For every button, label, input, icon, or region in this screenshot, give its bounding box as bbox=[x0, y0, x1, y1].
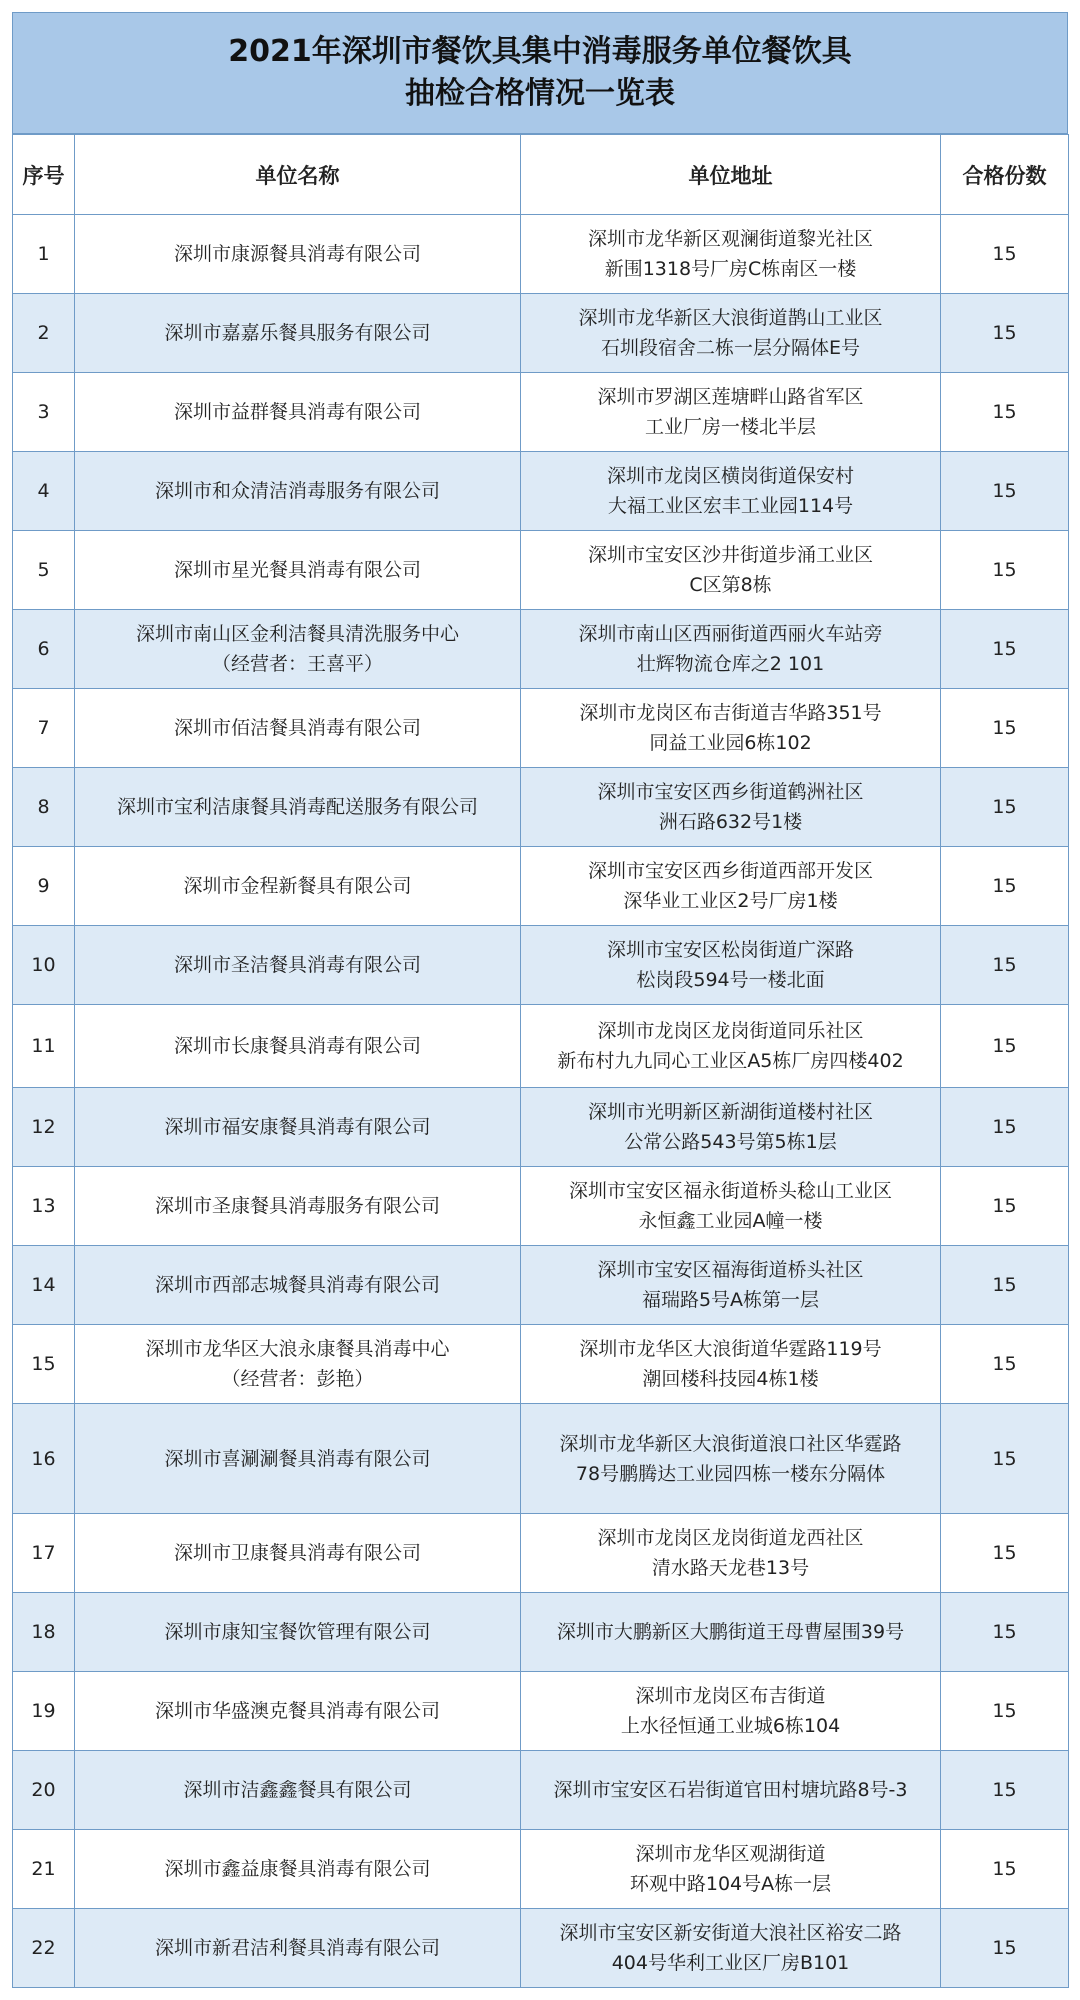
qualified-count-cell: 15 bbox=[941, 452, 1069, 531]
serial-number-cell: 11 bbox=[13, 1005, 75, 1088]
unit-address-line: 深圳市龙华区大浪街道华霆路119号 bbox=[579, 1338, 882, 1360]
unit-name-line: 深圳市喜涮涮餐具消毒有限公司 bbox=[164, 1447, 431, 1470]
unit-name-cell bbox=[75, 1088, 521, 1167]
unit-name-line: 深圳市圣康餐具消毒服务有限公司 bbox=[154, 1195, 440, 1217]
qualified-count-cell: 15 bbox=[941, 1088, 1069, 1167]
serial-number-cell: 20 bbox=[13, 1751, 75, 1830]
qualified-count-cell: 15 bbox=[941, 847, 1069, 926]
serial-number-cell: 15 bbox=[13, 1325, 75, 1404]
unit-name-cell bbox=[75, 689, 521, 768]
unit-name-line: 深圳市南山区金利洁餐具清洗服务中心 bbox=[135, 623, 459, 645]
table-row bbox=[13, 294, 1069, 373]
table-row bbox=[13, 847, 1069, 926]
table-row bbox=[13, 689, 1069, 768]
serial-number-cell: 14 bbox=[13, 1246, 75, 1325]
unit-name-line: 深圳市龙华区大浪永康餐具消毒中心 bbox=[145, 1338, 450, 1360]
qualified-count-cell: 15 bbox=[941, 1909, 1069, 1988]
unit-address-cell bbox=[521, 610, 941, 689]
qualified-count-cell: 15 bbox=[941, 1751, 1069, 1830]
table-row bbox=[13, 1751, 1069, 1830]
unit-address-line: 深圳市宝安区西乡街道鹤洲社区 bbox=[597, 781, 864, 803]
unit-name-cell bbox=[75, 926, 521, 1005]
unit-address-cell bbox=[521, 1325, 941, 1404]
unit-address-cell bbox=[521, 1514, 941, 1593]
unit-address-cell bbox=[521, 1167, 941, 1246]
unit-name-line: 深圳市鑫益康餐具消毒有限公司 bbox=[164, 1858, 431, 1880]
unit-address-line: 壮辉物流仓库之2 101 bbox=[636, 653, 825, 675]
unit-name-cell bbox=[75, 1830, 521, 1909]
serial-number-cell: 6 bbox=[13, 610, 75, 689]
unit-address-line: 松岗段594号一楼北面 bbox=[636, 969, 825, 991]
unit-address-line: 深华业工业区2号厂房1楼 bbox=[623, 890, 838, 912]
unit-name-cell bbox=[75, 1593, 521, 1672]
table-row bbox=[13, 1246, 1069, 1325]
unit-name-cell bbox=[75, 1005, 521, 1088]
qualified-count-cell: 15 bbox=[941, 294, 1069, 373]
unit-address-line: 永恒鑫工业园A幢一楼 bbox=[638, 1210, 823, 1232]
table-row bbox=[13, 1325, 1069, 1404]
unit-address-line: 福瑞路5号A栋第一层 bbox=[641, 1289, 820, 1311]
unit-name-cell bbox=[75, 610, 521, 689]
unit-address-line: 石圳段宿舍二栋一层分隔体E号 bbox=[600, 337, 860, 359]
unit-name-cell bbox=[75, 373, 521, 452]
unit-address-cell bbox=[521, 1005, 941, 1088]
unit-address-line: 深圳市宝安区福永街道桥头稔山工业区 bbox=[568, 1180, 892, 1202]
qualified-count-cell: 15 bbox=[941, 1672, 1069, 1751]
serial-number-cell: 17 bbox=[13, 1514, 75, 1593]
unit-name-line: 深圳市圣洁餐具消毒有限公司 bbox=[173, 954, 421, 976]
unit-address-line: 潮回楼科技园4栋1楼 bbox=[642, 1368, 819, 1390]
table-row bbox=[13, 373, 1069, 452]
unit-address-line: 工业厂房一楼北半层 bbox=[644, 416, 816, 438]
serial-number-cell: 3 bbox=[13, 373, 75, 452]
header-unit-name: 单位名称 bbox=[75, 135, 521, 215]
unit-address-cell bbox=[521, 847, 941, 926]
unit-name-cell bbox=[75, 1514, 521, 1593]
table-row bbox=[13, 1830, 1069, 1909]
unit-address-cell bbox=[521, 531, 941, 610]
unit-address-cell bbox=[521, 768, 941, 847]
unit-address-cell bbox=[521, 689, 941, 768]
unit-address-line: 公常公路543号第5栋1层 bbox=[624, 1131, 837, 1153]
unit-address-line: 环观中路104号A栋一层 bbox=[629, 1873, 832, 1895]
unit-name-line: （经营者：王喜平） bbox=[211, 653, 383, 675]
unit-name-cell bbox=[75, 531, 521, 610]
serial-number-cell: 4 bbox=[13, 452, 75, 531]
unit-address-line: 深圳市大鹏新区大鹏街道王母曹屋围39号 bbox=[556, 1621, 905, 1643]
unit-name-line: 深圳市卫康餐具消毒有限公司 bbox=[173, 1542, 421, 1564]
unit-address-line: 深圳市宝安区新安街道大浪社区裕安二路 bbox=[559, 1922, 902, 1944]
unit-name-line: 深圳市佰洁餐具消毒有限公司 bbox=[173, 717, 421, 739]
unit-address-line: 清水路天龙巷13号 bbox=[651, 1557, 810, 1579]
serial-number-cell: 8 bbox=[13, 768, 75, 847]
qualified-count-cell: 15 bbox=[941, 1005, 1069, 1088]
unit-address-cell bbox=[521, 926, 941, 1005]
table-row bbox=[13, 1404, 1069, 1514]
unit-name-cell bbox=[75, 847, 521, 926]
unit-address-cell bbox=[521, 1830, 941, 1909]
unit-address-line: 深圳市龙岗区龙岗街道龙西社区 bbox=[597, 1527, 864, 1549]
qualified-count-cell: 15 bbox=[941, 531, 1069, 610]
unit-address-line: 深圳市宝安区福海街道桥头社区 bbox=[597, 1259, 864, 1281]
unit-name-cell bbox=[75, 1167, 521, 1246]
header-unit-address: 单位地址 bbox=[521, 135, 941, 215]
unit-name-cell bbox=[75, 768, 521, 847]
unit-address-line: 深圳市南山区西丽街道西丽火车站旁 bbox=[578, 623, 883, 645]
unit-name-line: 深圳市洁鑫鑫餐具有限公司 bbox=[183, 1779, 412, 1801]
unit-name-line: 深圳市康源餐具消毒有限公司 bbox=[173, 243, 421, 265]
unit-name-line: 深圳市益群餐具消毒有限公司 bbox=[173, 401, 421, 423]
table-row bbox=[13, 1167, 1069, 1246]
unit-name-line: 深圳市星光餐具消毒有限公司 bbox=[173, 559, 421, 581]
serial-number-cell: 13 bbox=[13, 1167, 75, 1246]
qualified-count-cell: 15 bbox=[941, 1325, 1069, 1404]
unit-address-line: 深圳市龙岗区龙岗街道同乐社区 bbox=[597, 1020, 864, 1042]
unit-name-line: 深圳市宝利洁康餐具消毒配送服务有限公司 bbox=[116, 796, 478, 818]
unit-name-line: 深圳市金程新餐具有限公司 bbox=[183, 875, 412, 897]
table-row bbox=[13, 215, 1069, 294]
unit-address-cell bbox=[521, 1909, 941, 1988]
serial-number-cell: 22 bbox=[13, 1909, 75, 1988]
unit-name-cell bbox=[75, 215, 521, 294]
serial-number-cell: 1 bbox=[13, 215, 75, 294]
unit-name-line: 深圳市嘉嘉乐餐具服务有限公司 bbox=[164, 322, 431, 344]
unit-address-line: 洲石路632号1楼 bbox=[658, 811, 803, 833]
qualified-count-cell: 15 bbox=[941, 373, 1069, 452]
qualified-count-cell: 15 bbox=[941, 1246, 1069, 1325]
title-banner bbox=[12, 12, 1068, 134]
inspection-table bbox=[12, 134, 1069, 1988]
serial-number-cell: 16 bbox=[13, 1404, 75, 1514]
unit-address-line: 大福工业区宏丰工业园114号 bbox=[607, 495, 854, 517]
table-row bbox=[13, 926, 1069, 1005]
unit-name-line: 深圳市西部志城餐具消毒有限公司 bbox=[154, 1274, 440, 1296]
header-serial-number: 序号 bbox=[13, 135, 75, 215]
unit-name-line: 深圳市康知宝餐饮管理有限公司 bbox=[164, 1621, 431, 1643]
unit-name-cell bbox=[75, 294, 521, 373]
unit-name-cell bbox=[75, 1909, 521, 1988]
qualified-count-cell: 15 bbox=[941, 926, 1069, 1005]
unit-address-line: 深圳市宝安区西乡街道西部开发区 bbox=[587, 860, 873, 882]
page-title-line-1: 2021年深圳市餐饮具集中消毒服务单位餐饮具 bbox=[228, 34, 852, 69]
qualified-count-cell: 15 bbox=[941, 1167, 1069, 1246]
unit-address-line: 78号鹏腾达工业园四栋一楼东分隔体 bbox=[575, 1462, 886, 1485]
unit-address-cell bbox=[521, 1593, 941, 1672]
unit-address-line: 深圳市龙岗区布吉街道吉华路351号 bbox=[579, 702, 882, 724]
unit-address-line: 深圳市龙华新区大浪街道浪口社区华霆路 bbox=[559, 1432, 902, 1455]
unit-address-cell bbox=[521, 1088, 941, 1167]
table-row bbox=[13, 1672, 1069, 1751]
unit-name-line: （经营者：彭艳） bbox=[221, 1368, 374, 1390]
summary-sheet bbox=[12, 12, 1068, 1988]
qualified-count-cell: 15 bbox=[941, 610, 1069, 689]
unit-address-line: C区第8栋 bbox=[689, 574, 772, 596]
unit-address-line: 同益工业园6栋102 bbox=[649, 732, 812, 754]
serial-number-cell: 2 bbox=[13, 294, 75, 373]
qualified-count-cell: 15 bbox=[941, 215, 1069, 294]
unit-address-cell bbox=[521, 1751, 941, 1830]
page-title-line-2: 抽检合格情况一览表 bbox=[405, 76, 675, 111]
unit-address-line: 深圳市龙岗区横岗街道保安村 bbox=[606, 465, 854, 487]
unit-address-cell bbox=[521, 1246, 941, 1325]
serial-number-cell: 12 bbox=[13, 1088, 75, 1167]
unit-address-line: 深圳市龙华新区大浪街道鹊山工业区 bbox=[578, 307, 883, 329]
table-row bbox=[13, 1909, 1069, 1988]
unit-name-cell bbox=[75, 1751, 521, 1830]
header-qualified-count: 合格份数 bbox=[941, 135, 1069, 215]
table-body bbox=[13, 215, 1069, 1988]
unit-address-line: 深圳市光明新区新湖街道楼村社区 bbox=[587, 1101, 873, 1123]
unit-name-line: 深圳市新君洁利餐具消毒有限公司 bbox=[154, 1937, 440, 1959]
unit-name-cell bbox=[75, 1246, 521, 1325]
unit-name-cell bbox=[75, 452, 521, 531]
unit-address-line: 404号华利工业区厂房B101 bbox=[611, 1952, 850, 1974]
unit-address-line: 深圳市宝安区松岗街道广深路 bbox=[606, 939, 854, 961]
unit-address-cell bbox=[521, 215, 941, 294]
unit-name-cell bbox=[75, 1672, 521, 1751]
unit-address-cell bbox=[521, 294, 941, 373]
qualified-count-cell: 15 bbox=[941, 689, 1069, 768]
unit-address-cell bbox=[521, 1404, 941, 1514]
table-row bbox=[13, 1593, 1069, 1672]
unit-address-line: 新围1318号厂房C栋南区一楼 bbox=[604, 258, 857, 280]
unit-address-line: 上水径恒通工业城6栋104 bbox=[620, 1715, 841, 1737]
unit-address-line: 深圳市龙岗区布吉街道 bbox=[635, 1685, 826, 1707]
unit-address-line: 深圳市宝安区石岩街道官田村塘坑路8号-3 bbox=[553, 1779, 908, 1801]
table-row bbox=[13, 1514, 1069, 1593]
serial-number-cell: 7 bbox=[13, 689, 75, 768]
qualified-count-cell: 15 bbox=[941, 1514, 1069, 1593]
table-row bbox=[13, 531, 1069, 610]
qualified-count-cell: 15 bbox=[941, 768, 1069, 847]
serial-number-cell: 5 bbox=[13, 531, 75, 610]
qualified-count-cell: 15 bbox=[941, 1593, 1069, 1672]
table-row bbox=[13, 610, 1069, 689]
table-row bbox=[13, 1005, 1069, 1088]
table-header-row bbox=[13, 135, 1069, 215]
unit-name-line: 深圳市和众清洁消毒服务有限公司 bbox=[154, 480, 440, 502]
unit-name-line: 深圳市华盛澳克餐具消毒有限公司 bbox=[154, 1700, 440, 1722]
table-row bbox=[13, 768, 1069, 847]
unit-name-cell bbox=[75, 1325, 521, 1404]
serial-number-cell: 10 bbox=[13, 926, 75, 1005]
unit-name-cell bbox=[75, 1404, 521, 1514]
unit-address-line: 深圳市龙华新区观澜街道黎光社区 bbox=[587, 228, 873, 250]
unit-address-line: 深圳市龙华区观湖街道 bbox=[635, 1843, 826, 1865]
serial-number-cell: 21 bbox=[13, 1830, 75, 1909]
serial-number-cell: 18 bbox=[13, 1593, 75, 1672]
unit-address-cell bbox=[521, 1672, 941, 1751]
qualified-count-cell: 15 bbox=[941, 1830, 1069, 1909]
unit-address-cell bbox=[521, 452, 941, 531]
serial-number-cell: 19 bbox=[13, 1672, 75, 1751]
serial-number-cell: 9 bbox=[13, 847, 75, 926]
unit-address-line: 深圳市宝安区沙井街道步涌工业区 bbox=[587, 544, 873, 566]
table-row bbox=[13, 1088, 1069, 1167]
unit-name-line: 深圳市长康餐具消毒有限公司 bbox=[173, 1035, 421, 1057]
unit-name-line: 深圳市福安康餐具消毒有限公司 bbox=[164, 1116, 431, 1138]
unit-address-line: 深圳市罗湖区莲塘畔山路省军区 bbox=[597, 386, 864, 408]
qualified-count-cell: 15 bbox=[941, 1404, 1069, 1514]
unit-address-line: 新布村九九同心工业区A5栋厂房四楼402 bbox=[557, 1050, 904, 1072]
unit-address-cell bbox=[521, 373, 941, 452]
table-row bbox=[13, 452, 1069, 531]
